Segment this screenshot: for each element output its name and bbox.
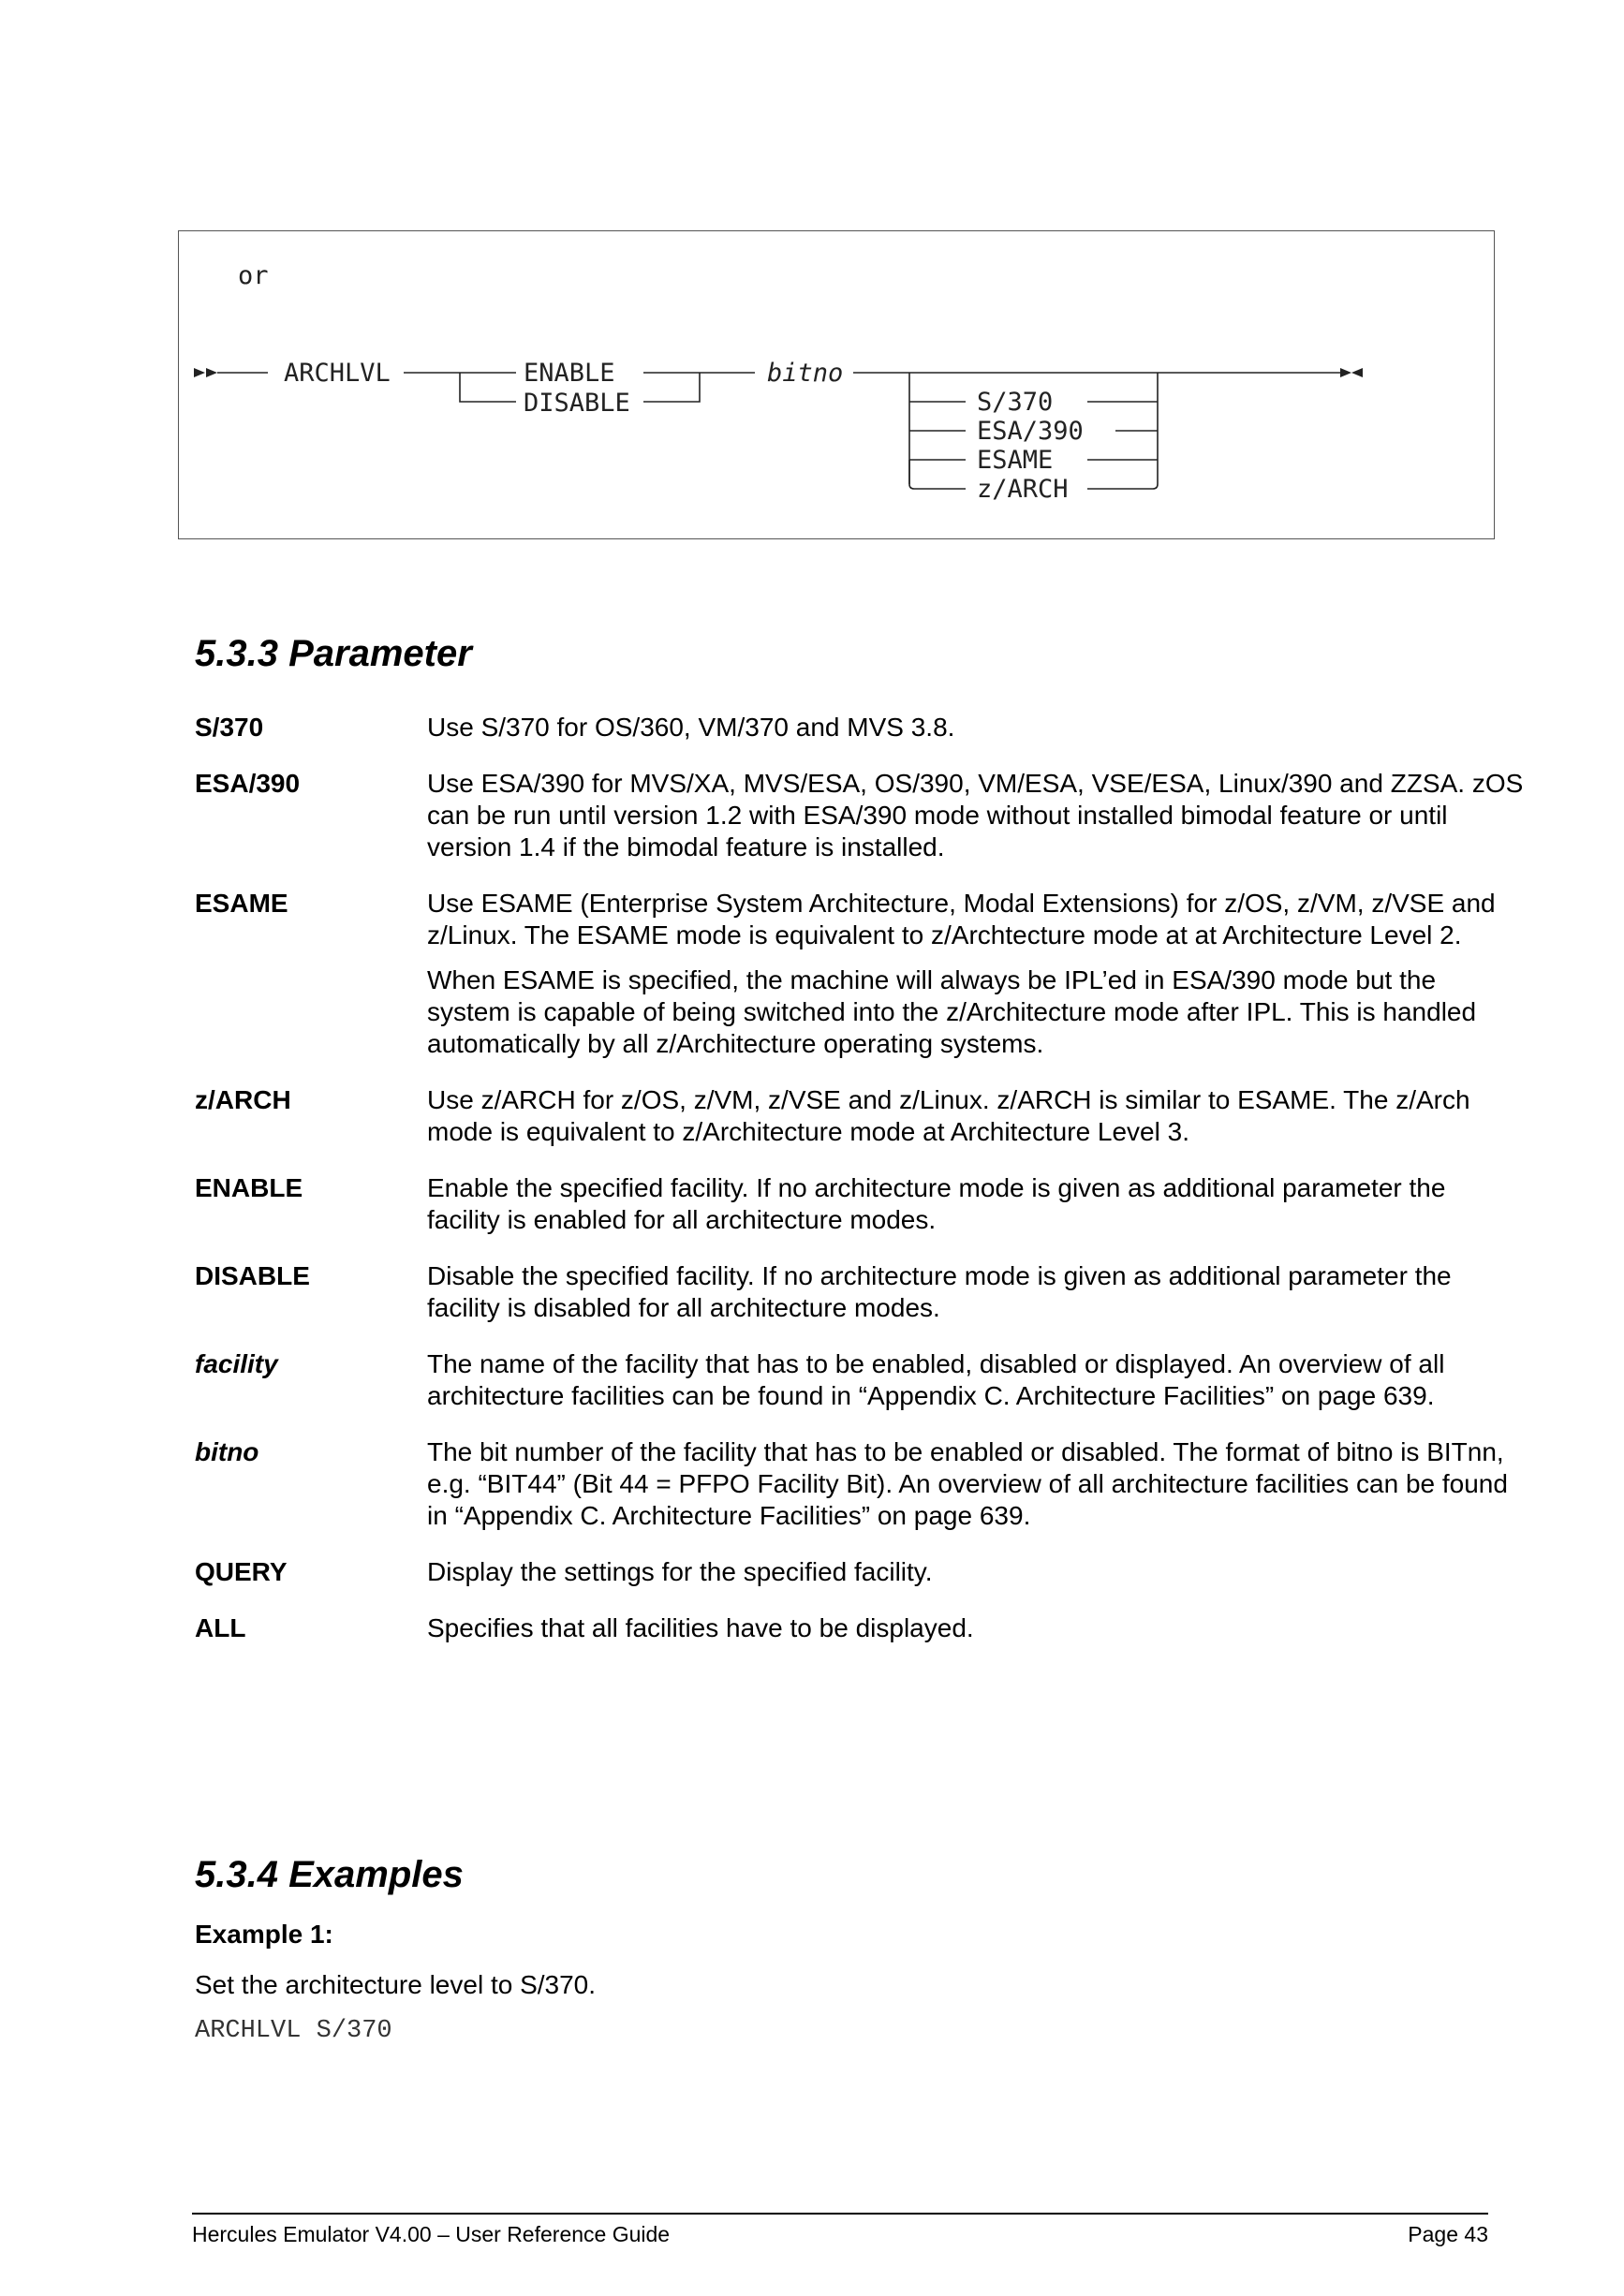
parameter-description: [427, 1556, 1525, 1588]
parameter-description: [427, 1348, 1525, 1412]
syntax-opt-zarch: z/ARCH: [977, 475, 1069, 504]
parameter-term: z/ARCH: [195, 1085, 291, 1114]
parameter-term: ENABLE: [195, 1173, 303, 1202]
parameter-term: ESAME: [195, 889, 288, 918]
parameter-description: [427, 712, 1525, 743]
footer-title: Hercules Emulator V4.00 – User Reference Guide: [192, 2222, 671, 2246]
parameter-description: [427, 1260, 1525, 1324]
parameter-description: [427, 1172, 1525, 1236]
disable-branch-out: [643, 373, 700, 402]
parameter-description: [427, 888, 1525, 1060]
syntax-opt-esa390: ESA/390: [977, 417, 1084, 446]
parameter-row: [195, 1348, 1525, 1412]
parameter-list: [195, 712, 1525, 1669]
example-code: ARCHLVL S/370: [195, 2017, 392, 2045]
syntax-enable: ENABLE: [524, 359, 615, 388]
parameter-term: ALL: [195, 1613, 246, 1642]
syntax-disable: DISABLE: [524, 389, 630, 418]
parameter-description: [427, 1436, 1525, 1532]
parameter-term: DISABLE: [195, 1261, 310, 1290]
parameter-description-paragraph: Disable the specified facility. If no architecture mode is given as additional parameter the facility is disabled for all architecture modes.: [427, 1261, 1452, 1322]
page-footer: [192, 2213, 1488, 2247]
section-title-parameter: 5.3.3 Parameter: [195, 633, 472, 674]
parameter-term: QUERY: [195, 1557, 288, 1586]
examples-block: [195, 1920, 1525, 2045]
disable-branch-in: [460, 373, 516, 402]
parameter-row: [195, 1172, 1525, 1236]
parameter-description-paragraph: Specifies that all facilities have to be displayed.: [427, 1613, 974, 1642]
parameter-row: [195, 1084, 1525, 1148]
parameter-description-paragraph: Use z/ARCH for z/OS, z/VM, z/VSE and z/Linux. z/ARCH is similar to ESAME. The z/Arch mode is equivalent to z/Architecture mode at Architecture Level 3.: [427, 1085, 1470, 1146]
start-marker: [194, 368, 217, 377]
parameter-row: [195, 1260, 1525, 1324]
parameter-description-paragraph: Use ESA/390 for MVS/XA, MVS/ESA, OS/390, VM/ESA, VSE/ESA, Linux/390 and ZZSA. zOS can be run until version 1.2 with ESA/390 mode without installed bimodal feature or until version 1.4 if the bimodal feature is installed.: [427, 769, 1524, 861]
parameter-description-paragraph: Use ESAME (Enterprise System Architecture, Modal Extensions) for z/OS, z/VM, z/VSE and z/Linux. The ESAME mode is equivalent to z/Archtecture mode at at Architecture Level 2.: [427, 889, 1496, 949]
end-marker: [1340, 368, 1363, 377]
parameter-row: [195, 888, 1525, 1060]
parameter-row: [195, 768, 1525, 863]
parameter-description-paragraph: Use S/370 for OS/360, VM/370 and MVS 3.8.: [427, 713, 955, 742]
parameter-description-paragraph: The bit number of the facility that has to be enabled or disabled. The format of bitno is BITnn, e.g. “BIT44” (Bit 44 = PFPO Facility Bit). An overview of all architecture facilities can be found in “Appendix C. Architecture Facilities” on page 639.: [427, 1437, 1508, 1530]
syntax-diagram: [178, 230, 1495, 539]
parameter-row: [195, 1436, 1525, 1532]
parameter-description-paragraph: Enable the specified facility. If no architecture mode is given as additional parameter the facility is enabled for all architecture modes.: [427, 1173, 1446, 1234]
opt-line: [909, 460, 966, 489]
parameter-row: [195, 1612, 1525, 1644]
parameter-description: [427, 768, 1525, 863]
parameter-term: ESA/390: [195, 769, 301, 798]
example-heading: Example 1:: [195, 1920, 333, 1949]
footer-page-number: Page 43: [1408, 2222, 1488, 2246]
parameter-description-paragraph: When ESAME is specified, the machine will always be IPL’ed in ESA/390 mode but the system is capable of being switched into the z/Architecture mode after IPL. This is handled automatically by all z/Architecture operating systems.: [427, 965, 1477, 1058]
syntax-opt-s370: S/370: [977, 388, 1054, 417]
example-description: Set the architecture level to S/370.: [195, 1970, 597, 1999]
parameter-description-paragraph: Display the settings for the specified facility.: [427, 1557, 933, 1586]
opt-line: [1087, 484, 1158, 489]
section-title-examples: 5.3.4 Examples: [195, 1854, 464, 1895]
parameter-row: [195, 712, 1525, 743]
parameter-term: S/370: [195, 713, 264, 742]
parameter-row: [195, 1556, 1525, 1588]
parameter-term: facility: [195, 1349, 278, 1378]
syntax-diagram-svg: [179, 231, 1496, 540]
syntax-bitno: bitno: [767, 359, 844, 388]
parameter-term: bitno: [195, 1437, 259, 1466]
syntax-opt-esame: ESAME: [977, 446, 1054, 475]
parameter-description-paragraph: The name of the facility that has to be enabled, disabled or displayed. An overview of all architecture facilities can be found in “Appendix C. Architecture Facilities” on page 639.: [427, 1349, 1445, 1410]
parameter-description: [427, 1084, 1525, 1148]
parameter-description: [427, 1612, 1525, 1644]
syntax-command: ARCHLVL: [284, 359, 391, 388]
syntax-or-label: or: [238, 261, 269, 290]
